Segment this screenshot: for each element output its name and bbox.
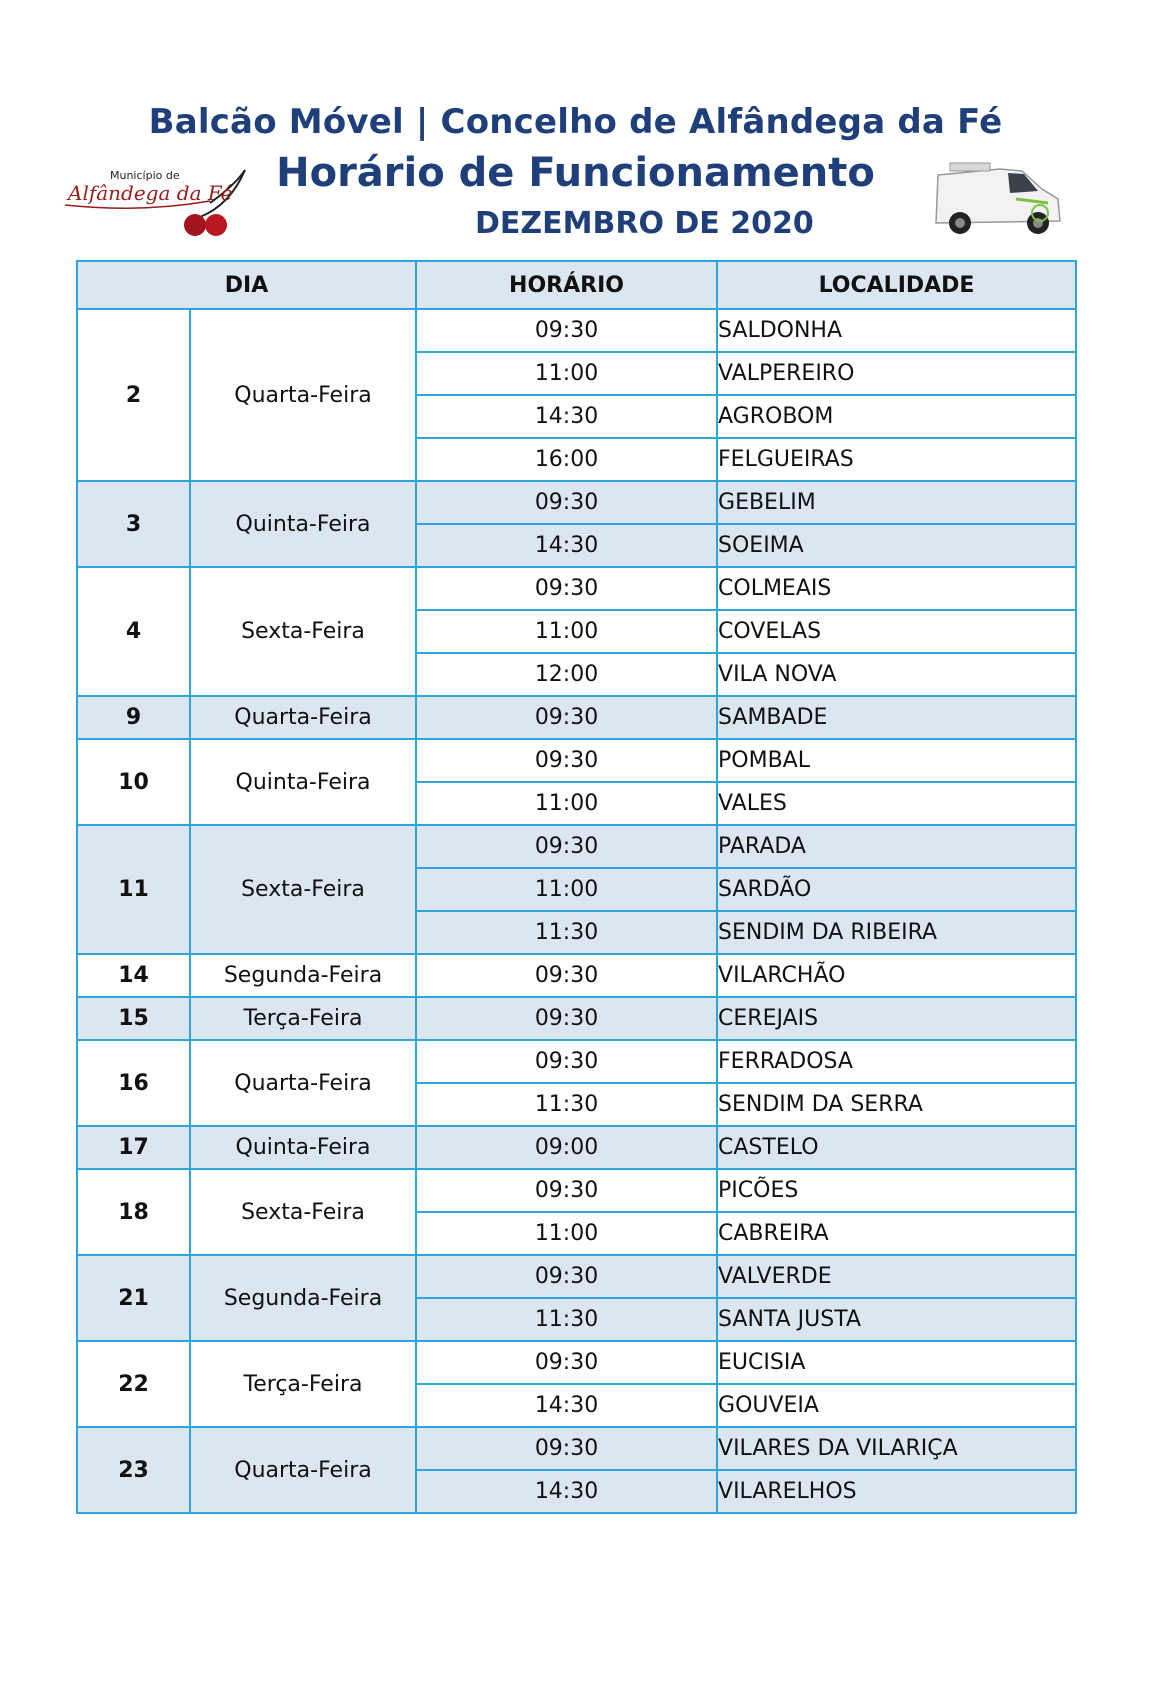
day-number: 23 (77, 1427, 190, 1513)
location-cell: POMBAL (717, 739, 1076, 782)
weekday: Quarta-Feira (190, 1040, 416, 1126)
time-cell: 11:30 (416, 1083, 717, 1126)
weekday: Segunda-Feira (190, 1255, 416, 1341)
location-cell: COLMEAIS (717, 567, 1076, 610)
day-number: 21 (77, 1255, 190, 1341)
location-cell: CEREJAIS (717, 997, 1076, 1040)
table-row (77, 954, 1076, 997)
time-cell: 14:30 (416, 395, 717, 438)
table-row (77, 696, 1076, 739)
location-cell: SAMBADE (717, 696, 1076, 739)
time-cell: 09:30 (416, 567, 717, 610)
time-cell: 09:30 (416, 696, 717, 739)
location-cell: PARADA (717, 825, 1076, 868)
time-cell: 09:30 (416, 825, 717, 868)
weekday: Quarta-Feira (190, 696, 416, 739)
table-row (77, 997, 1076, 1040)
day-number: 2 (77, 309, 190, 481)
weekday: Quinta-Feira (190, 481, 416, 567)
day-number: 16 (77, 1040, 190, 1126)
weekday: Segunda-Feira (190, 954, 416, 997)
table-row (77, 739, 1076, 782)
time-cell: 09:30 (416, 739, 717, 782)
weekday: Terça-Feira (190, 997, 416, 1040)
table-row (77, 481, 1076, 524)
schedule-body (77, 309, 1076, 1513)
location-cell: SOEIMA (717, 524, 1076, 567)
header-localidade: LOCALIDADE (717, 261, 1076, 309)
weekday: Sexta-Feira (190, 567, 416, 696)
time-cell: 16:00 (416, 438, 717, 481)
time-cell: 09:30 (416, 997, 717, 1040)
location-cell: VALPEREIRO (717, 352, 1076, 395)
day-number: 9 (77, 696, 190, 739)
table-row (77, 567, 1076, 610)
schedule-table (76, 260, 1077, 1514)
location-cell: VALVERDE (717, 1255, 1076, 1298)
table-row (77, 1126, 1076, 1169)
table-row (77, 1169, 1076, 1212)
table-row (77, 1427, 1076, 1470)
time-cell: 09:30 (416, 309, 717, 352)
time-cell: 11:00 (416, 782, 717, 825)
table-row (77, 1341, 1076, 1384)
time-cell: 09:30 (416, 1169, 717, 1212)
time-cell: 09:30 (416, 1341, 717, 1384)
van-icon (930, 155, 1065, 240)
location-cell: COVELAS (717, 610, 1076, 653)
time-cell: 14:30 (416, 1470, 717, 1513)
weekday: Quarta-Feira (190, 1427, 416, 1513)
time-cell: 11:30 (416, 911, 717, 954)
location-cell: FELGUEIRAS (717, 438, 1076, 481)
location-cell: GEBELIM (717, 481, 1076, 524)
time-cell: 09:00 (416, 1126, 717, 1169)
time-cell: 09:30 (416, 1040, 717, 1083)
time-cell: 11:00 (416, 610, 717, 653)
time-cell: 12:00 (416, 653, 717, 696)
day-number: 10 (77, 739, 190, 825)
location-cell: VALES (717, 782, 1076, 825)
time-cell: 14:30 (416, 1384, 717, 1427)
location-cell: PICÕES (717, 1169, 1076, 1212)
location-cell: VILARCHÃO (717, 954, 1076, 997)
location-cell: SANTA JUSTA (717, 1298, 1076, 1341)
weekday: Terça-Feira (190, 1341, 416, 1427)
mobile-van-image (930, 155, 1065, 240)
time-cell: 09:30 (416, 1255, 717, 1298)
day-number: 17 (77, 1126, 190, 1169)
location-cell: GOUVEIA (717, 1384, 1076, 1427)
day-number: 18 (77, 1169, 190, 1255)
logo-small-text: Município de (110, 169, 180, 182)
day-number: 11 (77, 825, 190, 954)
weekday: Sexta-Feira (190, 1169, 416, 1255)
location-cell: AGROBOM (717, 395, 1076, 438)
table-row (77, 825, 1076, 868)
municipality-logo (60, 165, 265, 240)
page-subtitle: Horário de Funcionamento (276, 150, 875, 196)
location-cell: FERRADOSA (717, 1040, 1076, 1083)
time-cell: 11:00 (416, 868, 717, 911)
location-cell: CABREIRA (717, 1212, 1076, 1255)
table-row (77, 1040, 1076, 1083)
table-row (77, 309, 1076, 352)
table-row (77, 1255, 1076, 1298)
location-cell: SENDIM DA SERRA (717, 1083, 1076, 1126)
time-cell: 11:00 (416, 352, 717, 395)
day-number: 15 (77, 997, 190, 1040)
weekday: Sexta-Feira (190, 825, 416, 954)
time-cell: 09:30 (416, 1427, 717, 1470)
logo-script-text: Alfândega da Fé (68, 181, 233, 205)
table-header-row (77, 261, 1076, 309)
time-cell: 09:30 (416, 481, 717, 524)
day-number: 4 (77, 567, 190, 696)
location-cell: SARDÃO (717, 868, 1076, 911)
header-horario: HORÁRIO (416, 261, 717, 309)
header-dia: DIA (77, 261, 416, 309)
day-number: 22 (77, 1341, 190, 1427)
location-cell: VILARELHOS (717, 1470, 1076, 1513)
weekday: Quarta-Feira (190, 309, 416, 481)
time-cell: 11:00 (416, 1212, 717, 1255)
month-label: DEZEMBRO DE 2020 (475, 206, 814, 241)
weekday: Quinta-Feira (190, 739, 416, 825)
day-number: 3 (77, 481, 190, 567)
location-cell: SALDONHA (717, 309, 1076, 352)
location-cell: SENDIM DA RIBEIRA (717, 911, 1076, 954)
location-cell: VILA NOVA (717, 653, 1076, 696)
location-cell: VILARES DA VILARIÇA (717, 1427, 1076, 1470)
time-cell: 11:30 (416, 1298, 717, 1341)
location-cell: EUCISIA (717, 1341, 1076, 1384)
weekday: Quinta-Feira (190, 1126, 416, 1169)
day-number: 14 (77, 954, 190, 997)
location-cell: CASTELO (717, 1126, 1076, 1169)
time-cell: 09:30 (416, 954, 717, 997)
page-title: Balcão Móvel | Concelho de Alfândega da Fé (148, 102, 1003, 142)
time-cell: 14:30 (416, 524, 717, 567)
